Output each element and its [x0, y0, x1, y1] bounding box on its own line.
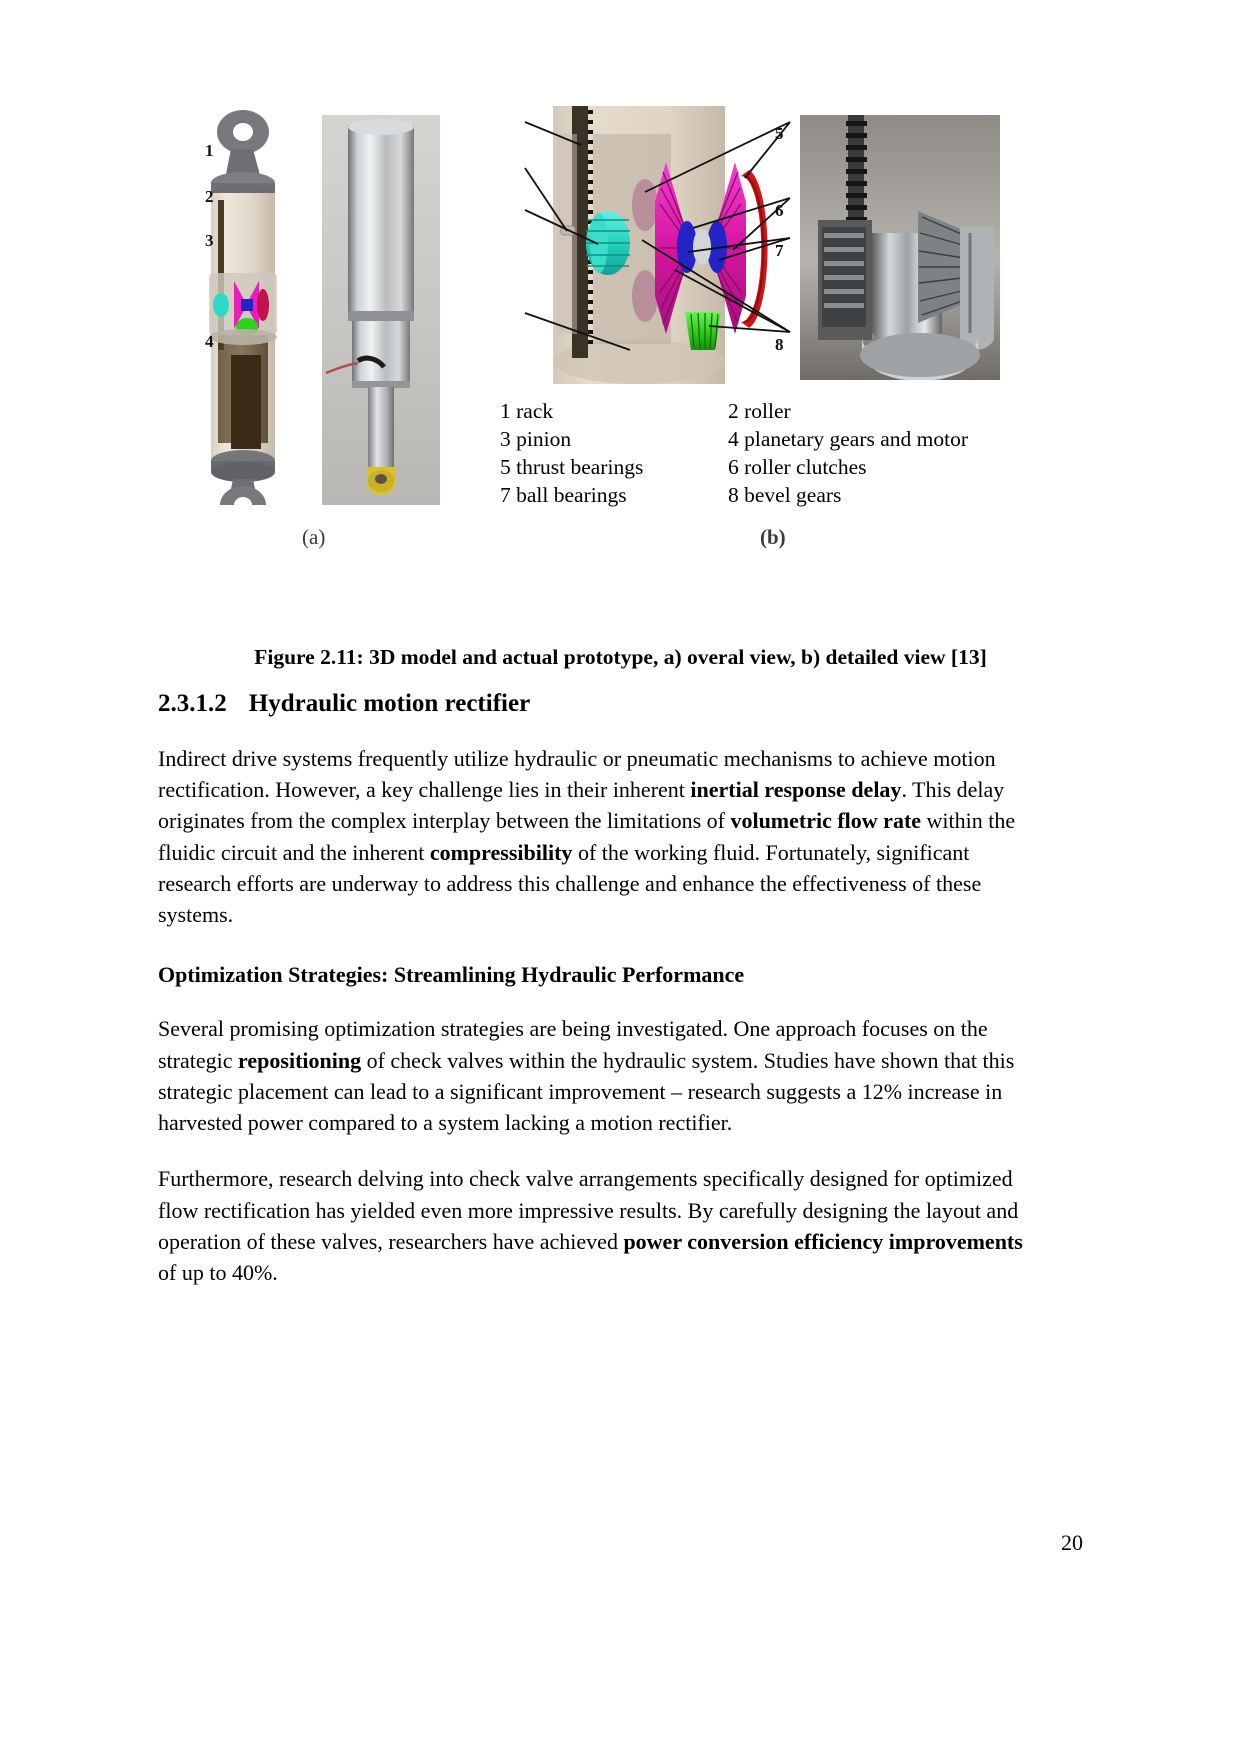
- p1-seg2: . This delay originates from the complex interplay between the limitations of: [158, 777, 1005, 834]
- p1-seg1: Indirect drive systems frequently utilize hydraulic or pneumatic mechanisms to achieve motion rectification. However, a key challenge lies in their inherent: [158, 746, 996, 803]
- legend-item-4: 4 planetary gears and motor: [728, 426, 968, 451]
- callout-4: 4: [205, 332, 214, 351]
- callout-5: 5: [775, 124, 784, 143]
- callout-8: 8: [775, 335, 784, 354]
- figure-legend: [500, 398, 1020, 510]
- paragraph-1: [158, 743, 1042, 930]
- legend-item-8: 8 bevel gears: [728, 482, 842, 507]
- p1-bold-inertial-response-delay: inertial response delay: [690, 777, 902, 803]
- piston-rod: [231, 355, 261, 449]
- p1-bold-compressibility: compressibility: [429, 839, 573, 865]
- section-heading: [158, 690, 1042, 718]
- subfigure-a-label: (a): [302, 525, 326, 549]
- section-number: 2.3.1.2: [158, 690, 227, 717]
- p1-bold-volumetric-flow-rate: volumetric flow rate: [730, 808, 922, 834]
- legend-item-5: 5 thrust bearings: [500, 454, 644, 479]
- gearbox-assembly-mini: [209, 273, 277, 345]
- upper-eyelet: [217, 110, 269, 179]
- subfigure-b-label: (b): [760, 525, 786, 549]
- section-title: Hydraulic motion rectifier: [248, 690, 531, 717]
- p3-seg2: of up to 40%.: [158, 1260, 278, 1286]
- figure-2-11: [185, 100, 1020, 610]
- thrust-bearing-lower: [632, 270, 658, 322]
- p1-seg4: of the working fluid. Fortunately, significant research efforts are underway to address this challenge and enhance the effectiveness of these systems.: [158, 839, 982, 928]
- p3-seg1: Furthermore, research delving into check valve arrangements specifically designed for optimized flow rectification has yielded even more impressive results. By carefully designing the layout and operation of these valves, researchers have achieved: [158, 1166, 1019, 1254]
- legend-item-3: 3 pinion: [500, 426, 572, 451]
- callout-2: 2: [205, 187, 214, 206]
- p1-seg3: within the fluidic circuit and the inherent: [158, 808, 1016, 865]
- p2-seg1: Several promising optimization strategies are being investigated. One approach focuses on the strategic: [158, 1016, 988, 1073]
- paragraph-3: [158, 1163, 1042, 1288]
- pinion-gear: [586, 211, 630, 275]
- p3-bold-power-conversion: power conversion efficiency improvements: [623, 1228, 1023, 1254]
- gearbox-prototype-photo: [800, 115, 1000, 380]
- p2-bold-repositioning: repositioning: [238, 1047, 362, 1073]
- callout-7: 7: [775, 241, 784, 260]
- legend-item-2: 2 roller: [728, 399, 791, 423]
- damper-3d-model-image: [185, 105, 315, 505]
- callout-6: 6: [775, 201, 784, 220]
- p2-seg2: of check valves within the hydraulic system. Studies have shown that this strategic placement can lead to a significant improvement – research suggests a 12% increase in harvested power compared to a system lacking a motion rectifier.: [158, 1047, 1015, 1136]
- paragraph-subheading: Optimization Strategies: Streamlining Hydraulic Performance: [158, 962, 745, 988]
- callout-1: 1: [205, 141, 214, 160]
- page-number: 20: [1061, 1530, 1083, 1555]
- document-content: [158, 690, 1042, 1288]
- callout-3: 3: [205, 231, 214, 250]
- paragraph-2: [158, 1013, 1042, 1138]
- legend-item-6: 6 roller clutches: [728, 454, 867, 479]
- legend-item-7: 7 ball bearings: [500, 482, 627, 507]
- motor-bevel-gear: [685, 312, 721, 350]
- gearbox-cutaway-diagram: [495, 100, 800, 390]
- damper-prototype-photo: [322, 115, 440, 505]
- figure-caption: Figure 2.11: 3D model and actual prototype, a) overal view, b) detailed view [13]: [254, 645, 987, 669]
- legend-item-1: 1 rack: [500, 399, 554, 423]
